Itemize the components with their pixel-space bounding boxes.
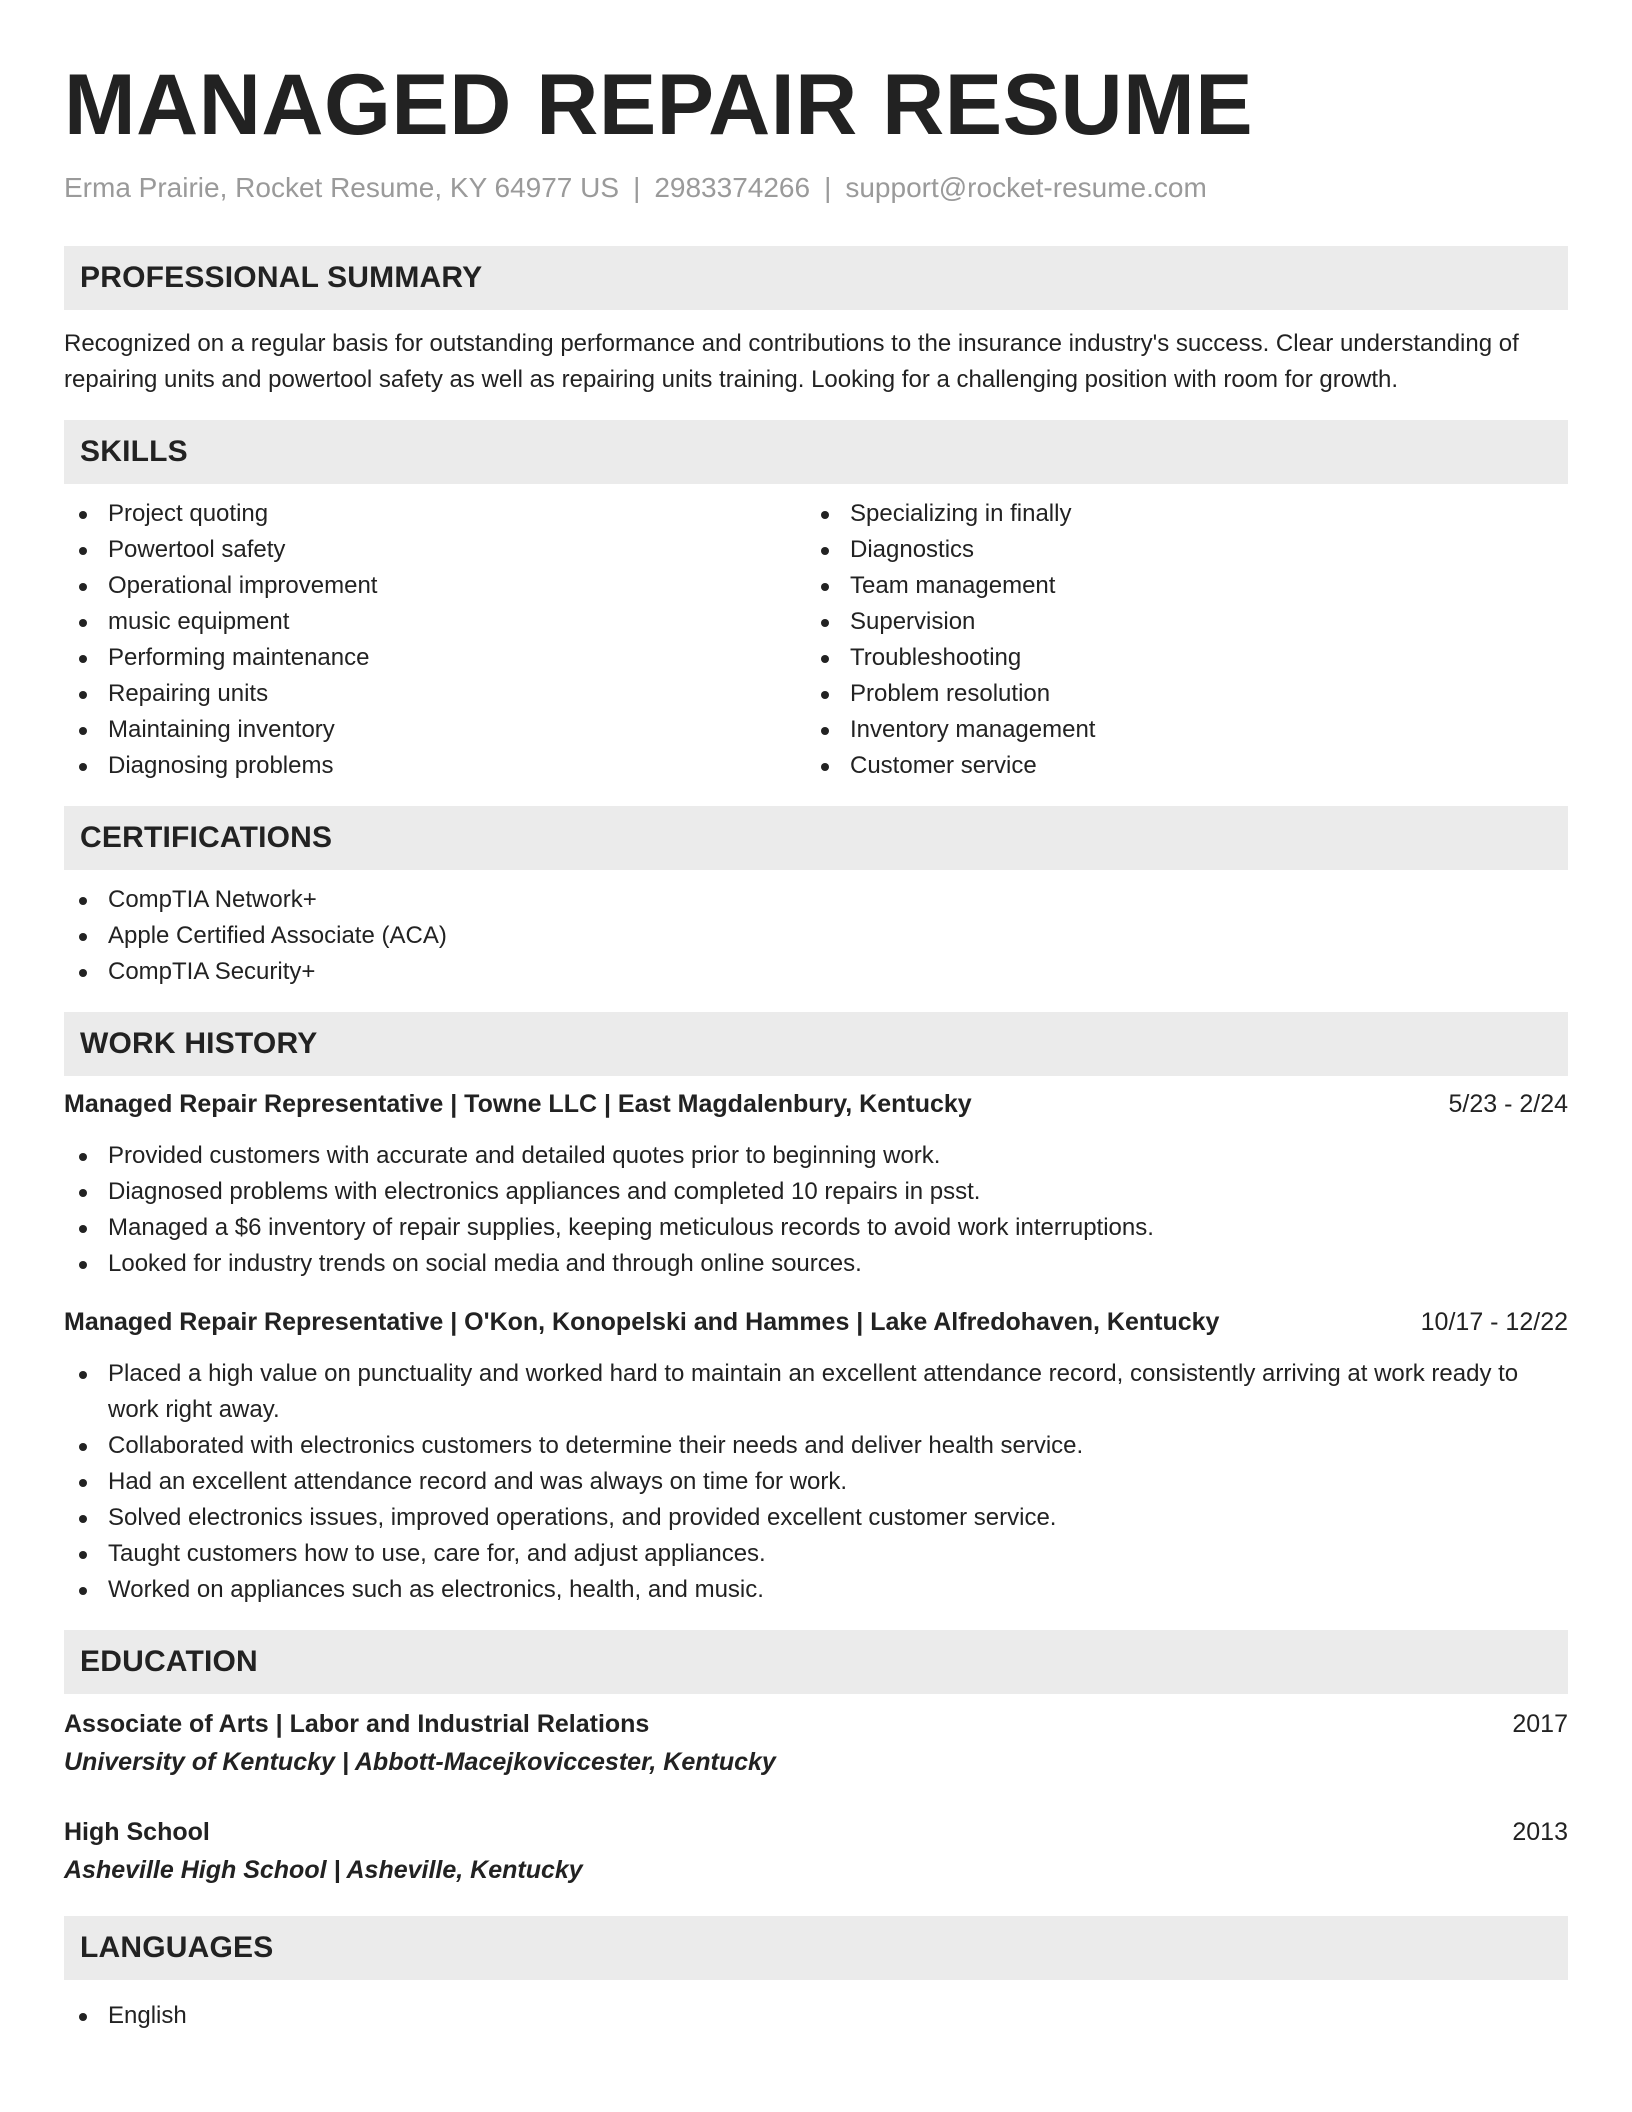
job-duty-item: Worked on appliances such as electronics, health, and music. (64, 1572, 1568, 1608)
certifications-list (64, 882, 1568, 990)
resume-title: MANAGED REPAIR RESUME (64, 57, 1254, 153)
summary-text: Recognized on a regular basis for outstanding performance and contributions to the insurance industry's success. Clear understanding of repairing units and powertool safety as well as repairing units training. Looking for a challenging position with room for growth. (64, 330, 1519, 393)
contact-line (64, 168, 1568, 208)
languages-heading: LANGUAGES (64, 1916, 1568, 1980)
skill-item: Performing maintenance (64, 640, 806, 676)
job-duty-item: Diagnosed problems with electronics appliances and completed 10 repairs in psst. (64, 1174, 1568, 1210)
contact-separator: | (633, 172, 641, 203)
skill-item: Diagnosing problems (64, 748, 806, 784)
degree-title: Associate of Arts | Labor and Industrial Relations (64, 1710, 650, 1738)
job-duty-item: Had an excellent attendance record and was always on time for work. (64, 1464, 1568, 1500)
job-duty-item: Solved electronics issues, improved operations, and provided excellent customer service. (64, 1500, 1568, 1536)
language-item: English (64, 1998, 1568, 2034)
skill-item: music equipment (64, 604, 806, 640)
degree-title: High School (64, 1818, 210, 1846)
summary-heading: PROFESSIONAL SUMMARY (64, 246, 1568, 310)
languages-list (64, 1998, 1568, 2034)
job-duty-item: Taught customers how to use, care for, and adjust appliances. (64, 1536, 1568, 1572)
skill-item: Operational improvement (64, 568, 806, 604)
contact-separator: | (824, 172, 832, 203)
job-duty-item: Placed a high value on punctuality and worked hard to maintain an excellent attendance record, consistently arriving at work ready to work right away. (64, 1356, 1568, 1428)
certification-item: CompTIA Security+ (64, 954, 1568, 990)
skill-item: Customer service (806, 748, 1548, 784)
skill-item: Troubleshooting (806, 640, 1548, 676)
skill-item: Maintaining inventory (64, 712, 806, 748)
skill-item: Powertool safety (64, 532, 806, 568)
job-duty-item: Collaborated with electronics customers to determine their needs and deliver health service. (64, 1428, 1568, 1464)
job-duty-item: Provided customers with accurate and detailed quotes prior to beginning work. (64, 1138, 1568, 1174)
certification-item: Apple Certified Associate (ACA) (64, 918, 1568, 954)
education-entry (64, 1814, 1568, 1888)
education-header (64, 1814, 1568, 1850)
job-entry (64, 1086, 1568, 1282)
job-dates: 10/17 - 12/22 (1420, 1308, 1568, 1336)
skill-item: Problem resolution (806, 676, 1548, 712)
email-link[interactable]: support@rocket-resume.com (845, 172, 1207, 203)
job-duties (64, 1356, 1568, 1608)
education-heading: EDUCATION (64, 1630, 1568, 1694)
skill-item: Specializing in finally (806, 496, 1548, 532)
job-dates: 5/23 - 2/24 (1448, 1090, 1568, 1118)
job-duty-item: Looked for industry trends on social media and through online sources. (64, 1246, 1568, 1282)
skill-item: Diagnostics (806, 532, 1548, 568)
job-title: Managed Repair Representative | O'Kon, Konopelski and Hammes | Lake Alfredohaven, Kentucky (64, 1308, 1220, 1336)
skill-item: Supervision (806, 604, 1548, 640)
school-name: Asheville High School | Asheville, Kentucky (64, 1856, 583, 1884)
job-entry (64, 1304, 1568, 1608)
skill-item: Repairing units (64, 676, 806, 712)
job-header (64, 1086, 1568, 1122)
education-entry (64, 1706, 1568, 1780)
graduation-year: 2017 (1512, 1710, 1568, 1738)
skill-item: Project quoting (64, 496, 806, 532)
job-duty-item: Managed a $6 inventory of repair supplies, keeping meticulous records to avoid work interruptions. (64, 1210, 1568, 1246)
work-history-heading: WORK HISTORY (64, 1012, 1568, 1076)
skill-item: Team management (806, 568, 1548, 604)
school-name: University of Kentucky | Abbott-Macejkoviccester, Kentucky (64, 1748, 776, 1776)
job-header (64, 1304, 1568, 1340)
skills-column-left (64, 496, 806, 784)
certification-item: CompTIA Network+ (64, 882, 1568, 918)
skills-column-right (806, 496, 1548, 784)
education-header (64, 1706, 1568, 1742)
skill-item: Inventory management (806, 712, 1548, 748)
skills-list (64, 496, 1568, 784)
graduation-year: 2013 (1512, 1818, 1568, 1846)
job-title: Managed Repair Representative | Towne LLC | East Magdalenbury, Kentucky (64, 1090, 972, 1118)
phone-text: 2983374266 (654, 172, 811, 203)
certifications-heading: CERTIFICATIONS (64, 806, 1568, 870)
address-text: Erma Prairie, Rocket Resume, KY 64977 US (64, 172, 620, 203)
skills-heading: SKILLS (64, 420, 1568, 484)
job-duties (64, 1138, 1568, 1282)
